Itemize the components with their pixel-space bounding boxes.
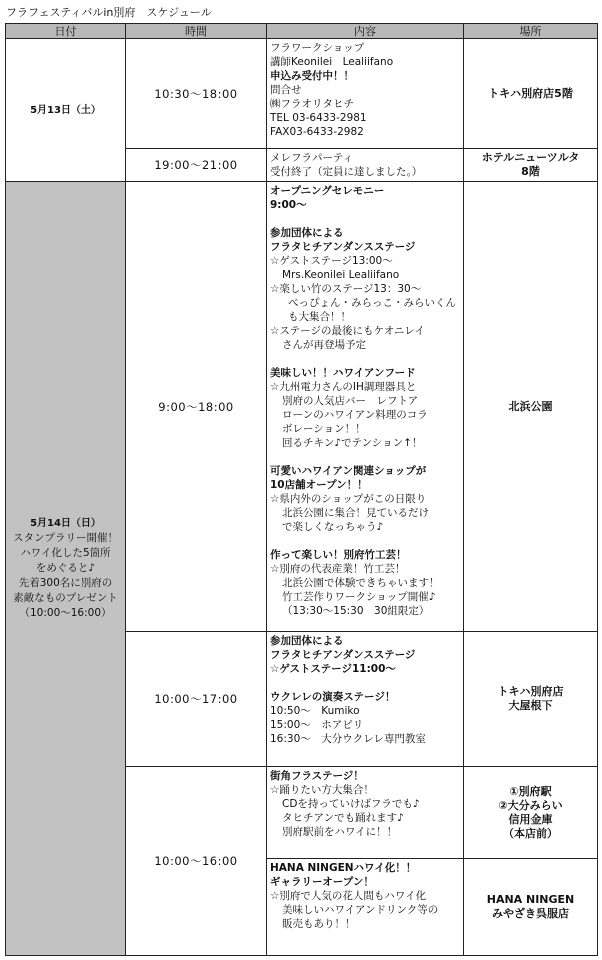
day2-slot3a-place [464,767,598,859]
content-line: ウクレレの演奏ステージ！ [270,691,396,703]
content-line: ☆ステージの最後にもケオニレイ [270,325,425,337]
content-line: フラタヒチアンダンスステージ [270,649,416,661]
content-line: 参加団体による [270,227,344,239]
content-line: ㈱フラオリタヒチ [270,98,354,110]
day1-slot2-time: 19:00〜21:00 [126,149,267,182]
content-line: CDを持っていけばフラでも♪ [282,798,420,810]
place-line: ②大分みらい [498,798,563,812]
content-line: 美味しい！！ハワイアンフード [270,367,416,379]
day2-slot2-time: 10:00〜17:00 [126,632,267,767]
day2-slot3a-content [267,767,464,859]
content-line: 10店舗オープン！！ [270,479,368,491]
day2-slot1-place: 北浜公園 [464,182,598,632]
day2-slot2-place [464,632,598,767]
content-line: さんが再登場予定 [282,339,366,351]
content-line: Mrs.Keonilei Lealiifano [282,269,400,281]
content-line: HANA NINGENハワイ化！！ [270,862,417,874]
place-line: 信用金庫 [508,812,553,826]
place-line: HANA NINGEN [486,893,575,906]
day2-slot2-content [267,632,464,767]
content-line: 申込み受付中！！ [270,70,354,82]
header-content: 内容 [267,24,464,39]
day1-slot1-content [267,39,464,149]
content-line: 問合せ [270,84,302,96]
header-place: 場所 [464,24,598,39]
content-line: ギャラリーオープン！ [270,876,374,888]
content-line: 講師Keonilei Lealiifano [270,56,394,68]
content-line: タヒチアンでも踊れます♪ [282,812,404,824]
content-line: ☆ゲストステージ13:00〜 [270,255,393,267]
content-line: 作って楽しい！別府竹工芸！ [270,549,407,561]
content-line: メレフラパーティ [270,152,354,164]
content-line: フラタヒチアンダンスステージ [270,241,416,253]
content-line: 回るチキン♪でテンション↑！ [282,437,423,449]
place-line: （本店前） [503,826,558,840]
day2-slot3b-content [267,859,464,956]
content-line: 北浜公園で体験できちゃいます！ [282,577,440,589]
day1-slot1-place: トキハ別府店5階 [464,39,598,149]
place-line: みやざき呉服店 [492,907,569,920]
content-line: 受付終了（定員に達しました。） [270,166,423,178]
day2-note-line: （10:00〜16:00） [19,607,112,619]
content-line: 北浜公園に集合！見ているだけ [282,507,429,519]
content-line: 9:00〜 [270,199,307,211]
header-date: 日付 [6,24,126,39]
place-line: トキハ別府店 [497,685,564,698]
content-line: （13:30〜15:30 30組限定） [282,605,430,617]
day2-slot1-content [267,182,464,632]
day2-note-line: 先着300名に別府の [18,577,113,589]
content-line: ☆踊りたい方大集合！ [270,784,374,796]
content-line: ☆九州電力さんのIH調理器具と [270,381,417,393]
content-line: ☆県内外のショップがこの日限り [270,493,427,505]
content-line: ☆別府で人気の花人間もハワイ化 [270,890,427,902]
place-line: 8階 [521,165,540,178]
content-line: 参加団体による [270,635,344,647]
day2-slot1-time: 9:00〜18:00 [126,182,267,632]
content-line: ☆楽しい竹のステージ13：30〜 [270,283,422,295]
content-line: 10:50〜 Kumiko [270,705,360,717]
content-line: べっぴょん・みらっこ・みらいくん [288,297,456,309]
content-line: 16:30〜 大分ウクレレ専門教室 [270,733,426,745]
day1-slot1-time: 10:30〜18:00 [126,39,267,149]
content-line: ローンのハワイアン料理のコラ [282,409,428,421]
day2-note-line: をめぐると♪ [35,562,96,574]
schedule-table [5,23,598,956]
place-line: ①別府駅 [509,784,552,798]
content-line: で楽しくなっちゃう♪ [282,521,384,533]
content-line: 15:00〜 ホアピリ [270,719,364,731]
day2-date-cell [6,182,126,956]
place-line: ホテルニューツルタ [481,151,580,164]
day2-slot3b-place [464,859,598,956]
day2-note-line: ハワイ化した5箇所 [20,547,111,559]
day1-date: 5月13日（土） [30,104,101,116]
content-line: 竹工芸作りワークショップ開催♪ [282,591,436,603]
day2-slot3-time: 10:00〜16:00 [126,767,267,956]
content-line: 別府駅前をハワイに！！ [282,826,398,838]
day1-slot2-place [464,149,598,182]
content-line: 販売もあり！！ [282,918,356,930]
page-title: フラフェスティバルin別府 スケジュール [6,6,212,19]
content-line: TEL 03-6433-2981 [270,112,367,124]
content-line: ボレーション！！ [282,423,366,435]
content-line: も大集合！！ [288,311,351,323]
day1-slot2-content [267,149,464,182]
place-line: 大屋根下 [508,699,553,712]
content-line: 美味しいハワイアンドリンク等の [282,904,439,916]
day2-note-line: 素敵なものプレゼント [13,592,118,604]
content-line: オープニングセレモニー [270,185,385,197]
day2-note-line: スタンプラリー開催！ [13,532,118,544]
content-line: 可愛いハワイアン関連ショップが [270,465,427,477]
table-row [6,182,598,632]
content-line: FAX03-6433-2982 [270,126,364,138]
header-row [6,24,598,39]
content-line: 別府の人気店バー レフトア [282,395,419,407]
content-line: 街角フラステージ！ [270,770,364,782]
header-time: 時間 [126,24,267,39]
content-line: ☆ゲストステージ11:00〜 [270,663,396,675]
day1-date-cell [6,39,126,182]
table-row [6,39,598,149]
day2-date: 5月14日（日） [30,518,101,529]
content-line: ☆別府の代表産業！竹工芸！ [270,563,406,575]
content-line: フラワークショップ [270,42,365,54]
